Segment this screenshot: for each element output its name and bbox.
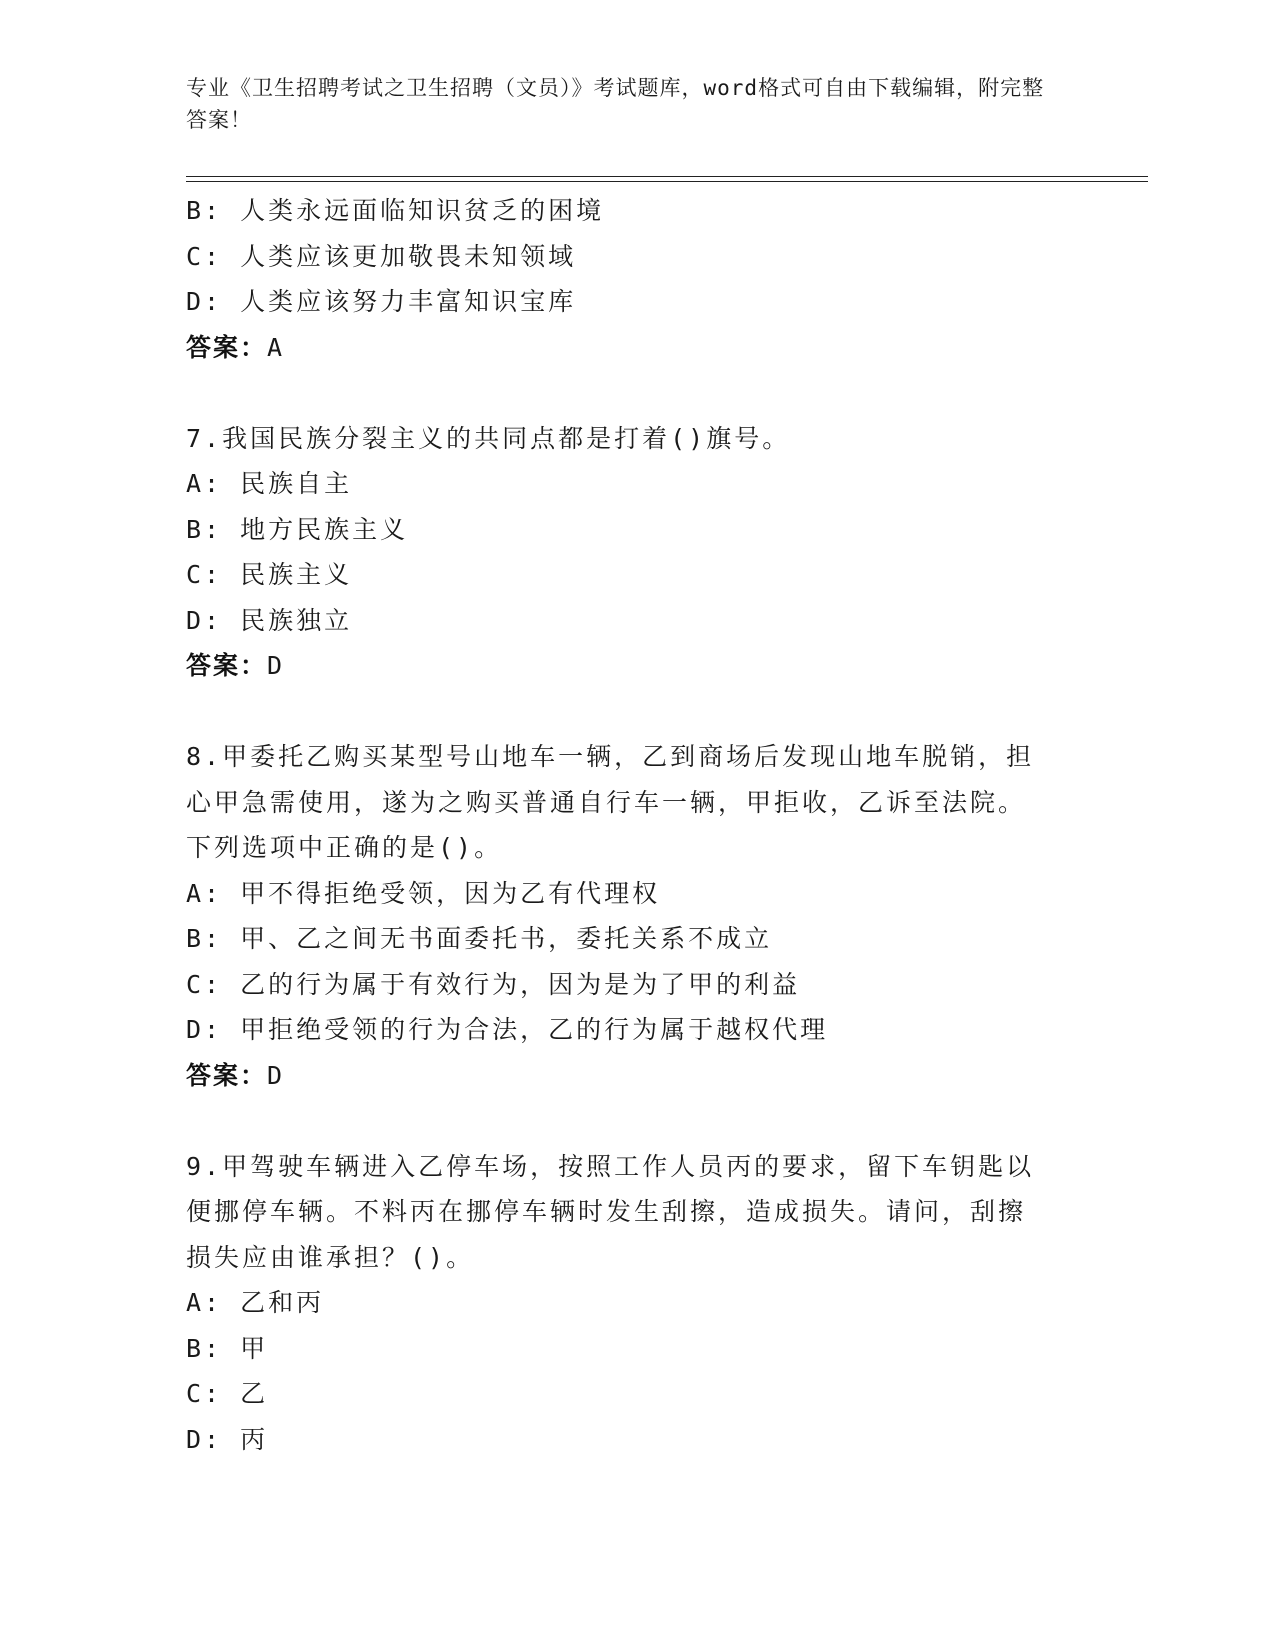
spacer — [186, 689, 1066, 735]
option-d: D: 甲拒绝受领的行为合法，乙的行为属于越权代理 — [186, 1015, 829, 1044]
header-rule-top — [186, 176, 1148, 177]
answer-value: A — [267, 332, 285, 362]
header-rule-bottom — [186, 181, 1148, 182]
spacer — [186, 1098, 1066, 1144]
option-d: D: 民族独立 — [186, 605, 353, 635]
answer-line — [186, 1053, 1066, 1099]
question-stem-line-3: 下列选项中正确的是()。 — [186, 833, 503, 862]
option-b: B: 人类永远面临知识贫乏的困境 — [186, 196, 605, 225]
answer-label: 答案： — [186, 651, 268, 680]
spacer — [186, 370, 1066, 416]
question-9 — [186, 1144, 1066, 1463]
option-c: C: 乙的行为属于有效行为，因为是为了甲的利益 — [186, 969, 801, 999]
option-c: C: 乙 — [186, 1379, 269, 1408]
option-d: D: 丙 — [186, 1424, 269, 1454]
answer-value: D — [267, 1060, 285, 1090]
option-c: C: 人类应该更加敬畏未知领域 — [186, 241, 577, 271]
document-header: 专业《卫生招聘考试之卫生招聘（文员）》考试题库，word格式可自由下载编辑，附完整答案！ — [186, 76, 1045, 132]
option-c: C: 民族主义 — [186, 560, 353, 589]
answer-label: 答案： — [186, 1060, 268, 1090]
option-a: A: 民族自主 — [186, 469, 353, 498]
option-b: B: 甲 — [186, 1333, 269, 1363]
question-content — [186, 188, 1066, 1462]
option-a: A: 乙和丙 — [186, 1288, 325, 1317]
answer-value: D — [267, 651, 285, 680]
question-stem-line-2: 心甲急需使用，遂为之购买普通自行车一辆，甲拒收，乙诉至法院。 — [186, 787, 1027, 817]
option-b: B: 甲、乙之间无书面委托书，委托关系不成立 — [186, 924, 773, 953]
answer-line — [186, 325, 1066, 371]
question-stem-line-1: 9.甲驾驶车辆进入乙停车场，按照工作人员丙的要求，留下车钥匙以 — [186, 1151, 1035, 1181]
question-8 — [186, 734, 1066, 1098]
option-d: D: 人类应该努力丰富知识宝库 — [186, 287, 577, 316]
option-b: B: 地方民族主义 — [186, 514, 409, 544]
answer-line — [186, 643, 1066, 689]
question-6 — [186, 188, 1066, 370]
answer-label: 答案： — [186, 332, 268, 362]
question-7 — [186, 416, 1066, 689]
question-stem-line-1: 8.甲委托乙购买某型号山地车一辆，乙到商场后发现山地车脱销，担 — [186, 742, 1035, 771]
question-stem: 7.我国民族分裂主义的共同点都是打着()旗号。 — [186, 423, 791, 453]
question-stem-line-2: 便挪停车辆。不料丙在挪停车辆时发生刮擦，造成损失。请问，刮擦 — [186, 1197, 1027, 1226]
option-a: A: 甲不得拒绝受领，因为乙有代理权 — [186, 878, 661, 908]
question-stem-line-3: 损失应由谁承担？()。 — [186, 1242, 475, 1272]
